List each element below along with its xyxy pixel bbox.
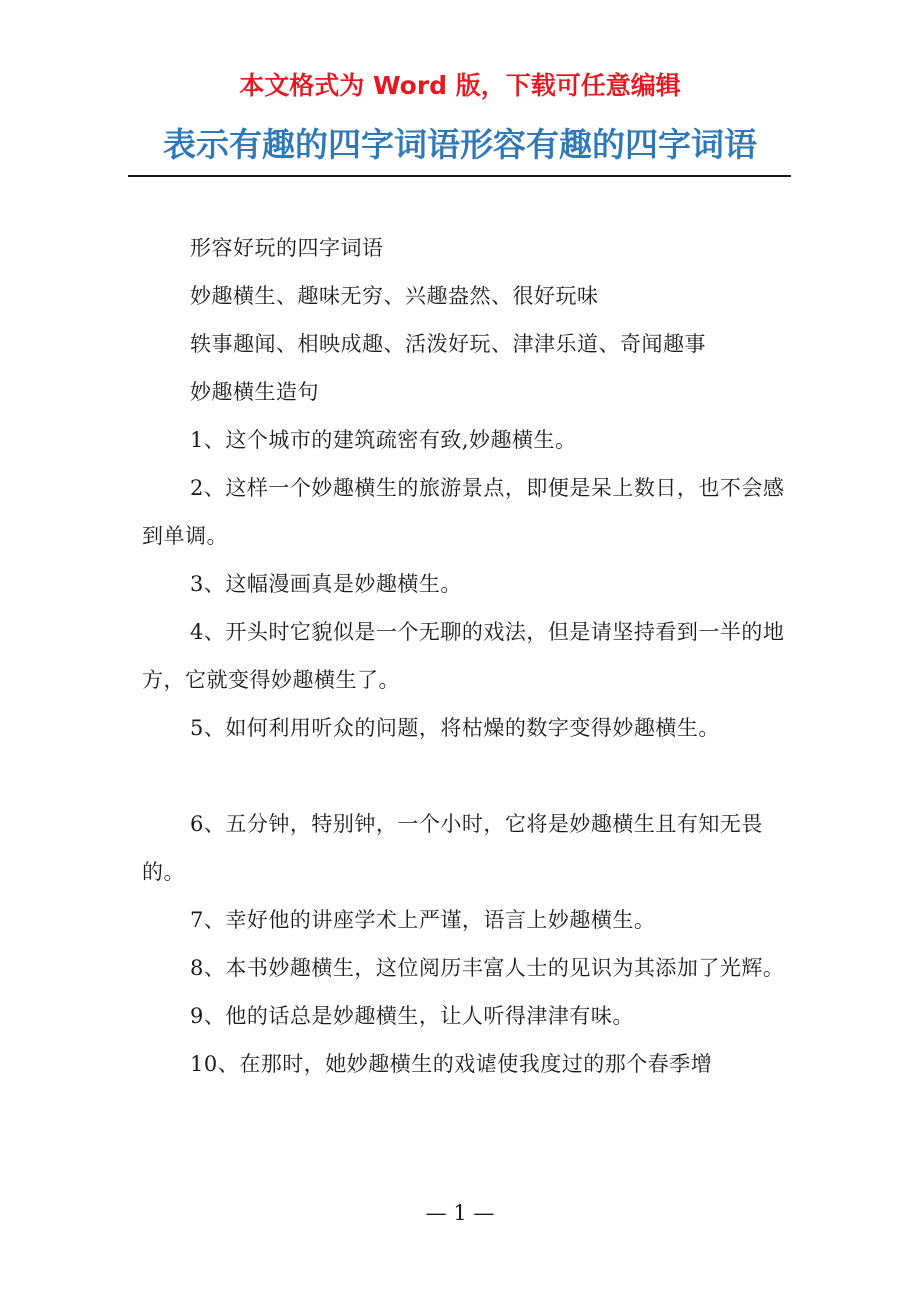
document-body xyxy=(142,224,802,1088)
example-sentence: 5、如何利用听众的问题，将枯燥的数字变得妙趣横生。 xyxy=(190,716,720,740)
document-title: 表示有趣的四字词语形容有趣的四字词语 xyxy=(163,125,757,164)
example-sentence: 7、幸好他的讲座学术上严谨，语言上妙趣横生。 xyxy=(190,908,656,932)
format-notice-banner: 本文格式为 Word 版，下载可任意编辑 xyxy=(239,71,681,100)
example-sentence: 8、本书妙趣横生，这位阅历丰富人士的见识为其添加了光辉。 xyxy=(190,956,785,980)
paragraph: 妙趣横生、趣味无穷、兴趣盎然、很好玩味 xyxy=(190,284,599,308)
example-sentence: 2、这样一个妙趣横生的旅游景点，即便是呆上数日，也不会感到单调。 xyxy=(142,476,785,548)
example-sentence: 1、这个城市的建筑疏密有致,妙趣横生。 xyxy=(190,428,577,452)
section-heading-playful-idioms: 形容好玩的四字词语 xyxy=(190,236,384,260)
page-number: — 1 — xyxy=(425,1201,495,1225)
title-divider xyxy=(128,175,791,177)
section-heading-example-sentences: 妙趣横生造句 xyxy=(190,380,319,404)
example-sentence: 10、在那时，她妙趣横生的戏谑使我度过的那个春季增 xyxy=(190,1052,713,1076)
example-sentence: 3、这幅漫画真是妙趣横生。 xyxy=(190,572,462,596)
example-sentence: 6、五分钟，特别钟，一个小时，它将是妙趣横生且有知无畏的。 xyxy=(142,812,763,884)
example-sentence: 4、开头时它貌似是一个无聊的戏法，但是请坚持看到一半的地方，它就变得妙趣横生了。 xyxy=(142,620,785,692)
paragraph: 轶事趣闻、相映成趣、活泼好玩、津津乐道、奇闻趣事 xyxy=(190,332,706,356)
example-sentence: 9、他的话总是妙趣横生，让人听得津津有味。 xyxy=(190,1004,634,1028)
